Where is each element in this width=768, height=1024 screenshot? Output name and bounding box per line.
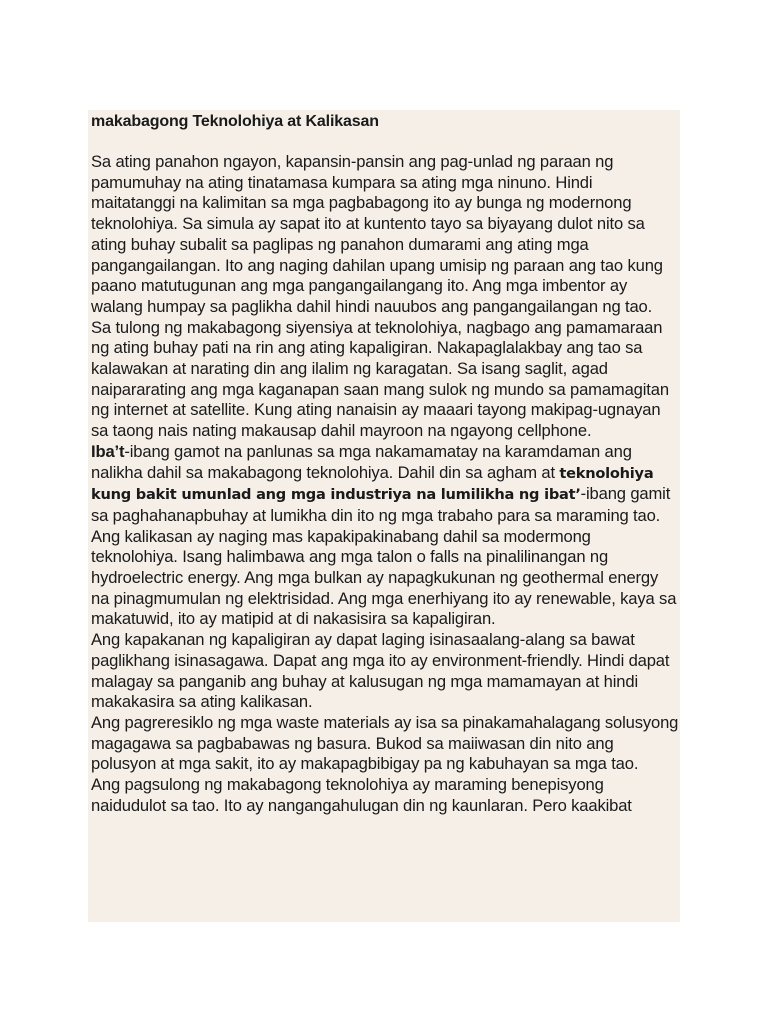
document-body — [88, 110, 680, 817]
paragraph-3-bold-mid: teknolohiya kung bakit umunlad ang mga industriya na lumilikha ng ibat’ — [91, 464, 654, 504]
paragraph-4: Ang kalikasan ay naging mas kapakipakinabang dahil sa modermong teknolohiya. Isang halimbawa ang mga talon o falls na pinalilinangan ng hydroelectric energy. Ang mga bulkan ay napagkukunan ng geothermal energy na pinagmumulan ng elektrisidad. Ang mga enerhiyang ito ay renewable, kaya sa makatuwid, ito ay matipid at di nakasisira sa kapaligiran. — [91, 526, 677, 629]
paragraph-3-text-a: -ibang gamot na panlunas sa mga nakamamatay na karamdaman ang nalikha dahil sa makabagong teknolohiya. Dahil din sa agham at — [91, 441, 632, 482]
paragraph-3-text-b: -ibang gamit sa paghahanapbuhay at lumikha din ito ng mga trabaho para sa maraming tao. — [91, 484, 671, 525]
paragraph-6: Ang pagreresiklo ng mga waste materials ay isa sa pinakamahalagang solusyong magagawa sa pagbabawas ng basura. Bukod sa maiiwasan din nito ang polusyon at mga sakit, ito ay makapagbibigay pa ng kabuhayan sa mga tao. — [91, 712, 679, 774]
paragraph-2: Sa tulong ng makabagong siyensiya at teknolohiya, nagbago ang pamamaraan ng ating buhay pati na rin ang ating kapaligiran. Nakapaglalakbay ang tao sa kalawakan at narating din ang ilalim ng karagatan. Sa isang saglit, agad naipararating ang mga kaganapan saan mang sulok ng mundo sa pamamagitan ng internet at satellite. Kung ating nanaisin ay maaari tayong makipag-ugnayan sa taong nais nating makausap dahil mayroon na ngayong cellphone. — [91, 317, 669, 441]
paragraph-1: Sa ating panahon ngayon, kapansin-pansin ang pag-unlad ng paraan ng pamumuhay na ating tinatamasa kumpara sa ating mga ninuno. Hindi maitatanggi na kalimitan sa mga pagbabagong ito ay bunga ng modernong teknolohiya. Sa simula ay sapat ito at kuntento tayo sa biyayang dulot nito sa ating buhay subalit sa paglipas ng panahon dumarami ang ating mga pangangailangan. Ito ang naging dahilan upang umisip ng paraan ang tao kung paano matutugunan ang mga pangangailangang ito. Ang mga imbentor ay walang humpay sa paglikha dahil hindi nauubos ang pangangailangan ng tao. — [91, 152, 663, 316]
paragraph-3 — [91, 442, 680, 527]
paragraph-3-bold-start: Iba’t — [91, 441, 125, 461]
paragraph-5: Ang kapakanan ng kapaligiran ay dapat laging isinasaalang-alang sa bawat paglikhang isinasagawa. Dapat ang mga ito ay environment-friendly. Hindi dapat malagay sa panganib ang buhay at kalusugan ng mga mamamayan at hindi makakasira sa ating kalikasan. — [91, 630, 670, 712]
document-page — [88, 110, 680, 922]
paragraph-7: Ang pagsulong ng makabagong teknolohiya ay maraming benepisyong naidudulot sa tao. Ito ay nangangahulugan din ng kaunlaran. Pero kaakibat — [91, 775, 632, 815]
document-title: makabagong Teknolohiya at Kalikasan — [91, 113, 379, 130]
